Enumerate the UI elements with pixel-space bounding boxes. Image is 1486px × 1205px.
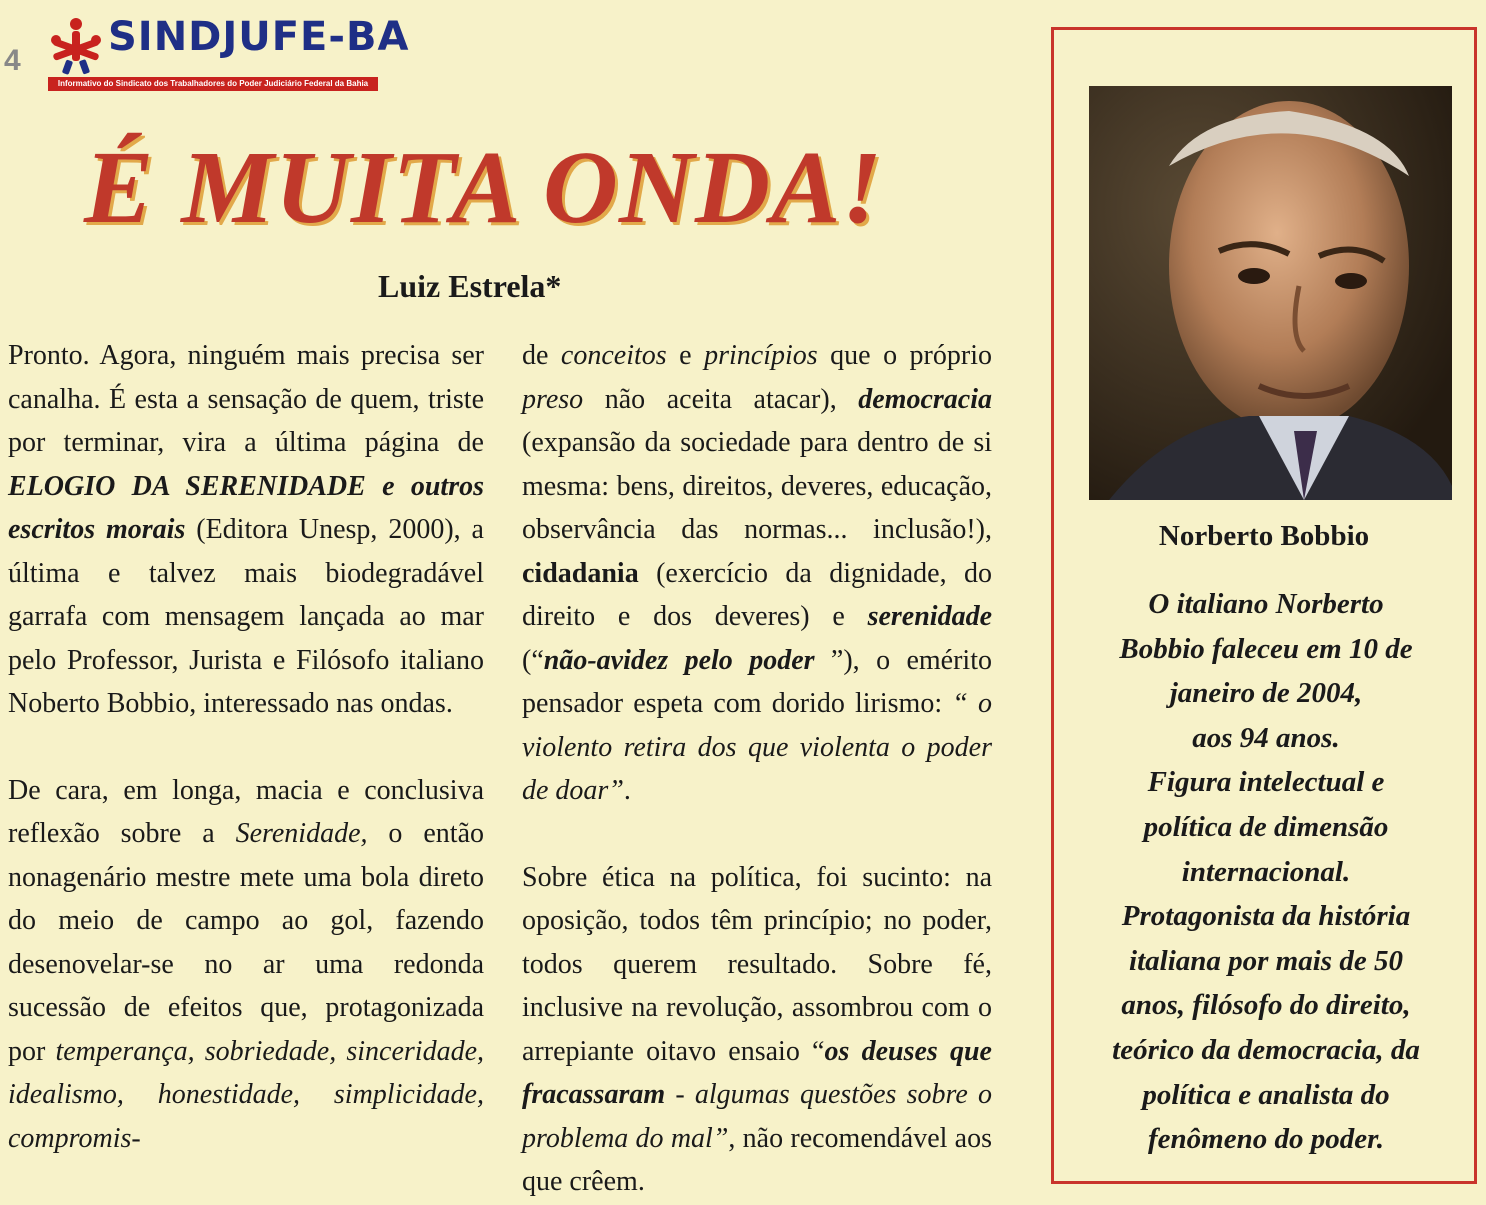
paragraph: Sobre ética na política, foi sucinto: na oposição, todos têm princípio; no poder, todos querem resultado. Sobre fé, inclusive na revolução, assombrou com o arrepiante oitavo ensaio “os deuses que fracassaram - algumas questões sobre o problema do mal”, não recomendável aos que crêem. bbox=[522, 861, 992, 1197]
paragraph: De cara, em longa, macia e conclusiva reflexão sobre a Serenidade, o então nonagenário mestre mete uma bola direto do meio de campo ao gol, fazendo desenovelar-se no ar uma redonda sucessão de efeitos que, protagonizada por temperança, sobriedade, sinceridade, idealismo, honestidade, simplicidade, compromis- bbox=[8, 774, 484, 1154]
page-number: 4 bbox=[4, 44, 21, 77]
paragraph: Pronto. Agora, ninguém mais precisa ser canalha. É esta a sensação de quem, triste por terminar, vira a última página de ELOGIO DA SERENIDADE e outros escritos morais (Editora Unesp, 2000), a última e talvez mais biodegradável garrafa com mensagem lançada ao mar pelo Professor, Jurista e Filósofo italiano Noberto Bobbio, interessado nas ondas. bbox=[8, 340, 484, 719]
article-column-2 bbox=[522, 334, 992, 1204]
paragraph: de conceitos e princípios que o próprio preso não aceita atacar), democracia (expansão da sociedade para dentro de si mesma: bens, direitos, deveres, educação, observância das normas... inclusão!), cidadania (exercício da dignidade, do direito e dos deveres) e serenidade (“não-avidez pelo poder ”), o emérito pensador espeta com dorido lirismo: “ o violento retira dos que violenta o poder de doar”. bbox=[522, 340, 992, 806]
article-column-1 bbox=[8, 334, 484, 1160]
brand-name: SINDJUFE-BA bbox=[108, 14, 410, 60]
photo-caption: Norberto Bobbio bbox=[1158, 520, 1370, 552]
star-people-icon bbox=[46, 16, 106, 76]
portrait-photo bbox=[1089, 86, 1452, 500]
headline: É MUITA ONDA! bbox=[84, 130, 883, 245]
bio-text: O italiano Norberto Bobbio faleceu em 10 de janeiro de 2004, aos 94 anos. Figura intelectual e política de dimensão internacional. Protagonista da história italiana por mais de 50 anos, filósofo do direito, teórico da democracia, da política e analista do fenômeno do poder. bbox=[1112, 588, 1420, 1156]
author-byline: Luiz Estrela* bbox=[378, 268, 562, 304]
tagline-bar: Informativo do Sindicato dos Trabalhadores do Poder Judiciário Federal da Bahia bbox=[48, 77, 378, 91]
sidebar-box bbox=[1051, 27, 1477, 1184]
